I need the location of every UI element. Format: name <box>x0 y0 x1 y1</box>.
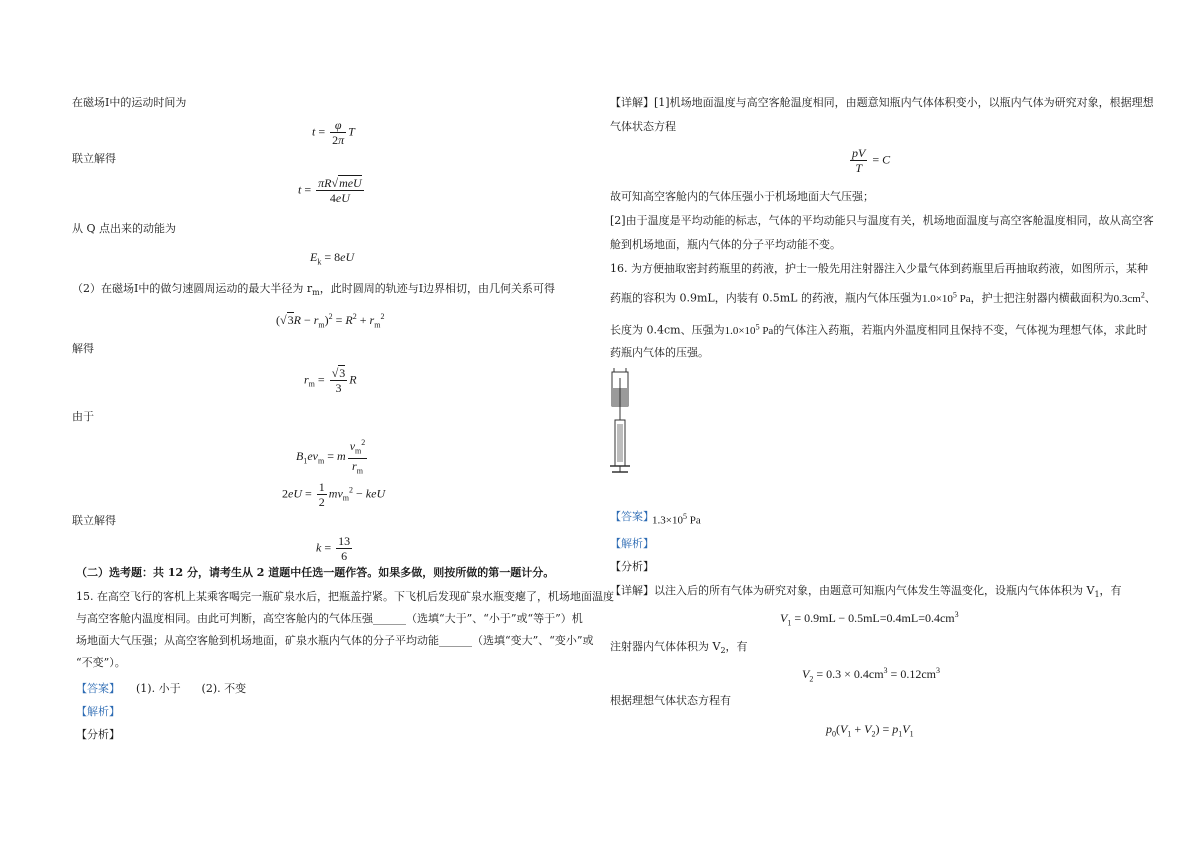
question-15-line: 与高空客舱内温度相同。由此可判断，高空客舱内的气体压强______（选填“大于”、“小于”或“等于”）机 <box>76 612 583 625</box>
equation-force: $B_1ev_m = m$ $\frac{v_m^2}{r_m}$ <box>296 438 366 476</box>
text-line: 联立解得 <box>72 152 116 165</box>
answer-tag: 【答案】 <box>610 510 654 523</box>
fenxi-tag: 【分析】 <box>76 728 120 741</box>
detail-line: 故可知高空客舱内的气体压强小于机场地面大气压强； <box>610 190 874 203</box>
text-line: 从 Q 点出来的动能为 <box>72 222 177 235</box>
question-15-line: 场地面大气压强；从高空客舱到机场地面，矿泉水瓶内气体的分子平均动能______（选填“变大”、“变小”或 <box>76 634 594 647</box>
text-line: 联立解得 <box>72 514 116 527</box>
equation-energy: 2eU = $\frac{1}{2}$ $mv_m^2$ − keU <box>282 480 386 509</box>
answer-15: (1). 小于 (2). 不变 <box>136 682 247 695</box>
equation-boyle: $p_0(V_1 + V_2) = p_1V_1$ <box>826 722 914 739</box>
text-line: （2）在磁场Ⅰ中的做匀速圆周运动的最大半径为 $r_m$，此时圆周的轨迹与Ⅰ边界相切，由几何关系可得 <box>72 282 556 298</box>
equation-ek: $E_k = 8eU$ <box>310 250 355 267</box>
equation-v1: $V_1 = 0.9mL - 0.5mL=0.4mL=0.4cm^3$ <box>780 610 959 628</box>
detail-line: 注射器内气体体积为 $V_2$，有 <box>610 640 748 656</box>
text-line: 解得 <box>72 342 94 355</box>
question-16-line: 药瓶的容积为 0.9mL，内装有 0.5mL 的药液，瓶内气体压强为$1.0\times 10^5$ Pa，护士把注射器内横截面积为$0.3cm^2$、 <box>610 290 1156 305</box>
equation-geometry: $(√3R - r_m)^2 = R^2 + r_m^2$ <box>276 312 385 330</box>
detail-line: 根据理想气体状态方程有 <box>610 694 731 707</box>
text-line: 在磁场Ⅰ中的运动时间为 <box>72 96 187 109</box>
equation-t-result: t = $\frac{\text{πR√meU}}{4eU}$ <box>298 176 362 205</box>
section-heading: （二）选考题：共 12 分，请考生从 2 道题中任选一题作答。如果多做，则按所做的第一题计分。 <box>76 566 555 579</box>
syringe-bottle-figure <box>606 368 634 474</box>
equation-k: k = $\frac{13}{6}$ <box>316 534 351 563</box>
fenxi-tag: 【分析】 <box>610 560 654 573</box>
detail-line: [2]由于温度是平均动能的标志，气体的平均动能只与温度有关，机场地面温度与高空客舱温度相同，故从高空客 <box>610 214 1154 227</box>
equation-v2: $V_2 = 0.3 \times 0.4cm^3 = 0.12cm^3$ <box>802 666 940 684</box>
detail-line: 【详解】[1]机场地面温度与高空客舱温度相同，由题意知瓶内气体体积变小，以瓶内气体为研究对象，根据理想 <box>610 96 1154 109</box>
equation-time: t = $\frac{\varphi}{2\pi}$ T <box>312 118 355 147</box>
analysis-tag: 【解析】 <box>610 537 654 550</box>
question-15-line: 15. 在高空飞行的客机上某乘客喝完一瓶矿泉水后，把瓶盖拧紧。下飞机后发现矿泉水瓶变瘪了，机场地面温度 <box>76 590 614 603</box>
question-16-line: 长度为 0.4cm、压强为$1.0\times 10^5$ Pa的气体注入药瓶，若瓶内外温度相同且保持不变，气体视为理想气体，求此时 <box>610 322 1148 337</box>
equation-rm: $r_m$ = $\frac{√3}{3}$ R <box>304 366 357 395</box>
detail-line: 舱到机场地面，瓶内气体的分子平均动能不变。 <box>610 238 841 251</box>
question-16-line: 16. 为方便抽取密封药瓶里的药液，护士一般先用注射器注入少量气体到药瓶里后再抽取药液，如图所示，某种 <box>610 262 1148 275</box>
detail-line: 气体状态方程 <box>610 120 676 133</box>
question-16-line: 药瓶内气体的压强。 <box>610 346 709 359</box>
answer-tag: 【答案】 <box>76 682 120 695</box>
question-15-line: “不变”）。 <box>76 656 126 669</box>
text-line: 由于 <box>72 410 94 423</box>
detail-line: 【详解】以注入后的所有气体为研究对象，由题意可知瓶内气体发生等温变化，设瓶内气体体积为 $V_1$，有 <box>610 584 1122 600</box>
analysis-tag: 【解析】 <box>76 705 120 718</box>
answer-16: $1.3\times 10^5$ Pa <box>652 512 701 527</box>
equation-ideal-gas: $\frac{pV}{T}$ = C <box>852 146 891 175</box>
